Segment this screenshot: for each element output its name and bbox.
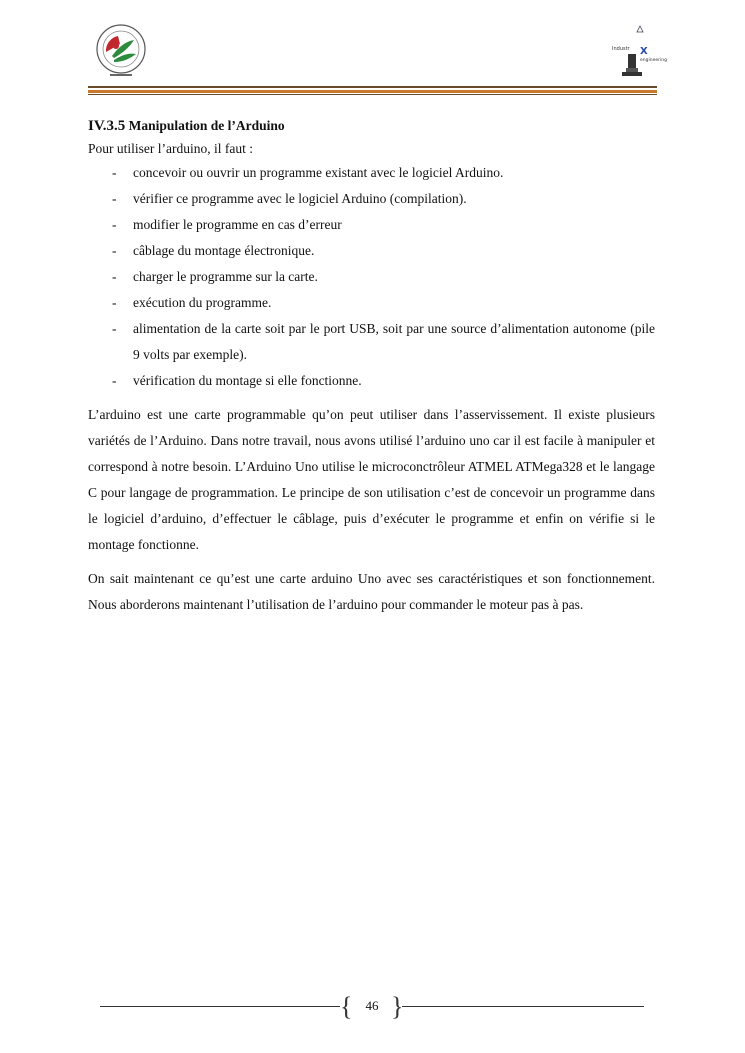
list-item: - vérifier ce programme avec le logiciel Arduino (compilation). [88, 186, 655, 212]
header-rule-accent [88, 90, 657, 93]
body-paragraph: On sait maintenant ce qu’est une carte arduino Uno avec ses caractéristiques et son fonctionnement. Nous aborderons maintenant l’utilisation de l’arduino pour commander le moteur pas à pas. [88, 571, 655, 612]
body-paragraph: L’arduino est une carte programmable qu’on peut utiliser dans l’asservissement. Il existe plusieurs variétés de l’Arduino. Dans notre travail, nous avons utilisé l’arduino uno car il est facile à manipuler et correspond à notre besoin. L’Arduino Uno utilise le microconctrôleur ATMEL ATMega328 et le langage C pour langage de programmation. Le principe de son utilisation c’est de concevoir un programme dans le logiciel d’arduino, d’effectuer le câblage, puis d’exécuter le programme et enfin on vérifie si le montage fonctionne. [88, 407, 655, 552]
list-item: - modifier le programme en cas d’erreur [88, 212, 655, 238]
footer-rule-right [402, 1006, 644, 1007]
list-item: - câblage du montage électronique. [88, 238, 655, 264]
section-number: IV.3.5 [88, 118, 126, 134]
footer-rule-left [100, 1006, 340, 1007]
header-rule [88, 86, 657, 88]
list-item: - charger le programme sur la carte. [88, 264, 655, 290]
page-content [88, 116, 655, 618]
svg-text:engineering: engineering [640, 58, 667, 63]
right-bracket-icon: } [391, 992, 404, 1021]
university-seal-logo [92, 22, 150, 80]
steps-list [88, 160, 655, 394]
left-bracket-icon: { [340, 992, 353, 1021]
list-item: - concevoir ou ouvrir un programme existant avec le logiciel Arduino. [88, 160, 655, 186]
header-rule-thin [88, 94, 657, 95]
intro-text: Pour utiliser l’arduino, il faut : [88, 141, 253, 156]
svg-text:Industr: Industr [612, 46, 630, 52]
section-title: Manipulation de l’Arduino [128, 118, 285, 133]
section-heading [88, 116, 655, 136]
list-item: - alimentation de la carte soit par le port USB, soit par une source d’alimentation autonome (pile 9 volts par exemple). [88, 316, 655, 368]
department-logo [610, 24, 667, 82]
list-item: - exécution du programme. [88, 290, 655, 316]
svg-text:X: X [640, 46, 648, 57]
page-number: 46 [365, 998, 379, 1013]
list-item: - vérification du montage si elle fonctionne. [88, 368, 655, 394]
